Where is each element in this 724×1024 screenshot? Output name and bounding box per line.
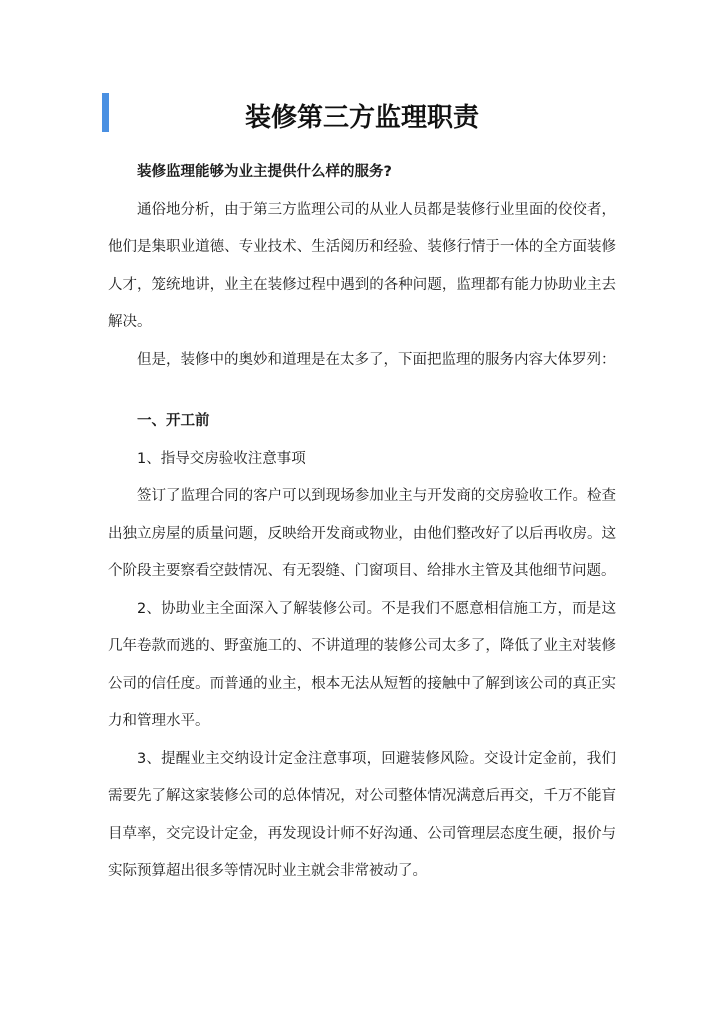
item-2-paragraph: 2、协助业主全面深入了解装修公司。不是我们不愿意相信施工方，而是这几年卷款而逃的、野蛮施工的、不讲道理的装修公司太多了，降低了业主对装修公司的信任度。而普通的业主，根本无法从短暂的接触中了解到该公司的真正实力和管理水平。 bbox=[108, 600, 616, 729]
title-accent-bar bbox=[102, 93, 109, 132]
intro-paragraph-2: 但是，装修中的奥妙和道理是在太多了，下面把监理的服务内容大体罗列： bbox=[137, 351, 616, 368]
page-title: 装修第三方监理职责 bbox=[244, 103, 479, 133]
intro-paragraph-1: 通俗地分析，由于第三方监理公司的从业人员都是装修行业里面的佼佼者，他们是集职业道德、专业技术、生活阅历和经验、装修行情于一体的全方面装修人才，笼统地讲，业主在装修过程中遇到的各种问题，监理都有能力协助业主去解决。 bbox=[108, 201, 616, 330]
item-1-title: 1、指导交房验收注意事项 bbox=[137, 450, 306, 467]
item-1-body: 签订了监理合同的客户可以到现场参加业主与开发商的交房验收工作。检查出独立房屋的质量问题，反映给开发商或物业，由他们整改好了以后再收房。这个阶段主要察看空鼓情况、有无裂缝、门窗项目、给排水主管及其他细节问题。 bbox=[108, 488, 616, 579]
intro-section bbox=[108, 154, 616, 379]
item-3-paragraph: 3、提醒业主交纳设计定金注意事项，回避装修风险。交设计定金前，我们需要先了解这家装修公司的总体情况，对公司整体情况满意后再交，千万不能盲目草率，交完设计定金，再发现设计师不好沟通、公司管理层态度生硬，报价与实际预算超出很多等情况时业主就会非常被动了。 bbox=[108, 750, 616, 879]
question-heading: 装修监理能够为业主提供什么样的服务? bbox=[137, 164, 392, 180]
section-heading: 一、开工前 bbox=[137, 413, 210, 429]
section-before-construction bbox=[108, 403, 616, 891]
